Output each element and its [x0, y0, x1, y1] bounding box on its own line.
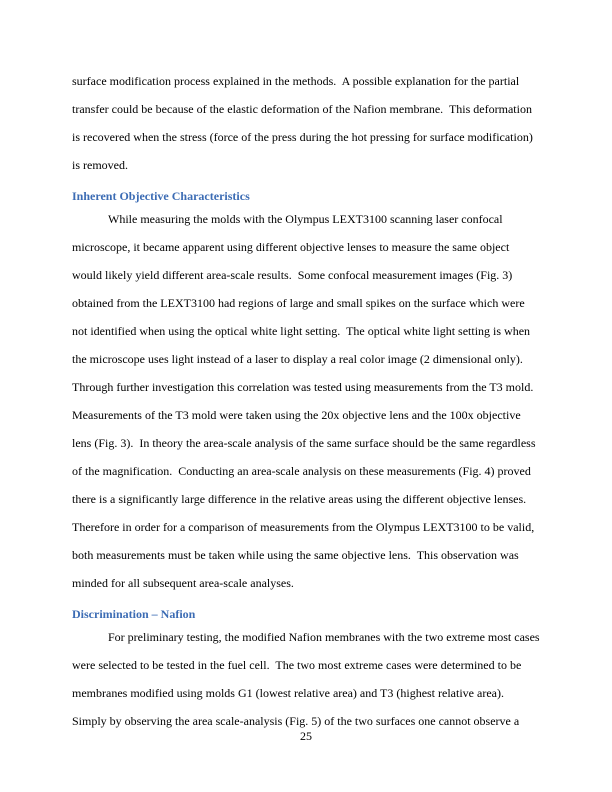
page-content	[72, 67, 540, 735]
text-line: there is a significantly large difference in the relative areas using the different objective lenses.	[72, 492, 527, 506]
text-line: were selected to be tested in the fuel cell. The two most extreme cases were determined to be	[72, 658, 522, 672]
section-heading: Inherent Objective Characteristics	[72, 189, 250, 203]
text-line: of the magnification. Conducting an area-scale analysis on these measurements (Fig. 4) proved	[72, 464, 531, 478]
text-line: Therefore in order for a comparison of measurements from the Olympus LEXT3100 to be valid,	[72, 520, 535, 534]
text-line: both measurements must be taken while using the same objective lens. This observation was	[72, 548, 519, 562]
body-paragraph	[72, 67, 540, 179]
text-line: membranes modified using molds G1 (lowest relative area) and T3 (highest relative area).	[72, 686, 504, 700]
body-paragraph	[72, 623, 540, 735]
text-line: is removed.	[72, 158, 128, 172]
text-line: transfer could be because of the elastic deformation of the Nafion membrane. This deformation	[72, 102, 532, 116]
section-heading: Discrimination – Nafion	[72, 607, 196, 621]
text-line: Measurements of the T3 mold were taken using the 20x objective lens and the 100x objective	[72, 408, 521, 422]
page-footer	[0, 727, 612, 745]
text-line: Simply by observing the area scale-analysis (Fig. 5) of the two surfaces one cannot observe a	[72, 714, 520, 728]
text-line: While measuring the molds with the Olympus LEXT3100 scanning laser confocal	[108, 212, 503, 226]
text-line: not identified when using the optical white light setting. The optical white light setting is when	[72, 324, 531, 338]
text-line: obtained from the LEXT3100 had regions of large and small spikes on the surface which were	[72, 296, 525, 310]
text-line: is recovered when the stress (force of the press during the hot pressing for surface modification)	[72, 130, 533, 144]
page-number: 25	[300, 729, 312, 743]
text-line: lens (Fig. 3). In theory the area-scale analysis of the same surface should be the same regardless	[72, 436, 536, 450]
text-line: would likely yield different area-scale results. Some confocal measurement images (Fig. 3)	[72, 268, 513, 282]
text-line: For preliminary testing, the modified Nafion membranes with the two extreme most cases	[108, 630, 540, 644]
text-line: Through further investigation this correlation was tested using measurements from the T3 mold.	[72, 380, 534, 394]
text-line: minded for all subsequent area-scale analyses.	[72, 576, 294, 590]
body-paragraph	[72, 205, 540, 597]
text-line: microscope, it became apparent using different objective lenses to measure the same object	[72, 240, 510, 254]
text-line: surface modification process explained in the methods. A possible explanation for the partial	[72, 74, 520, 88]
text-line: the microscope uses light instead of a laser to display a real color image (2 dimensional only).	[72, 352, 523, 366]
